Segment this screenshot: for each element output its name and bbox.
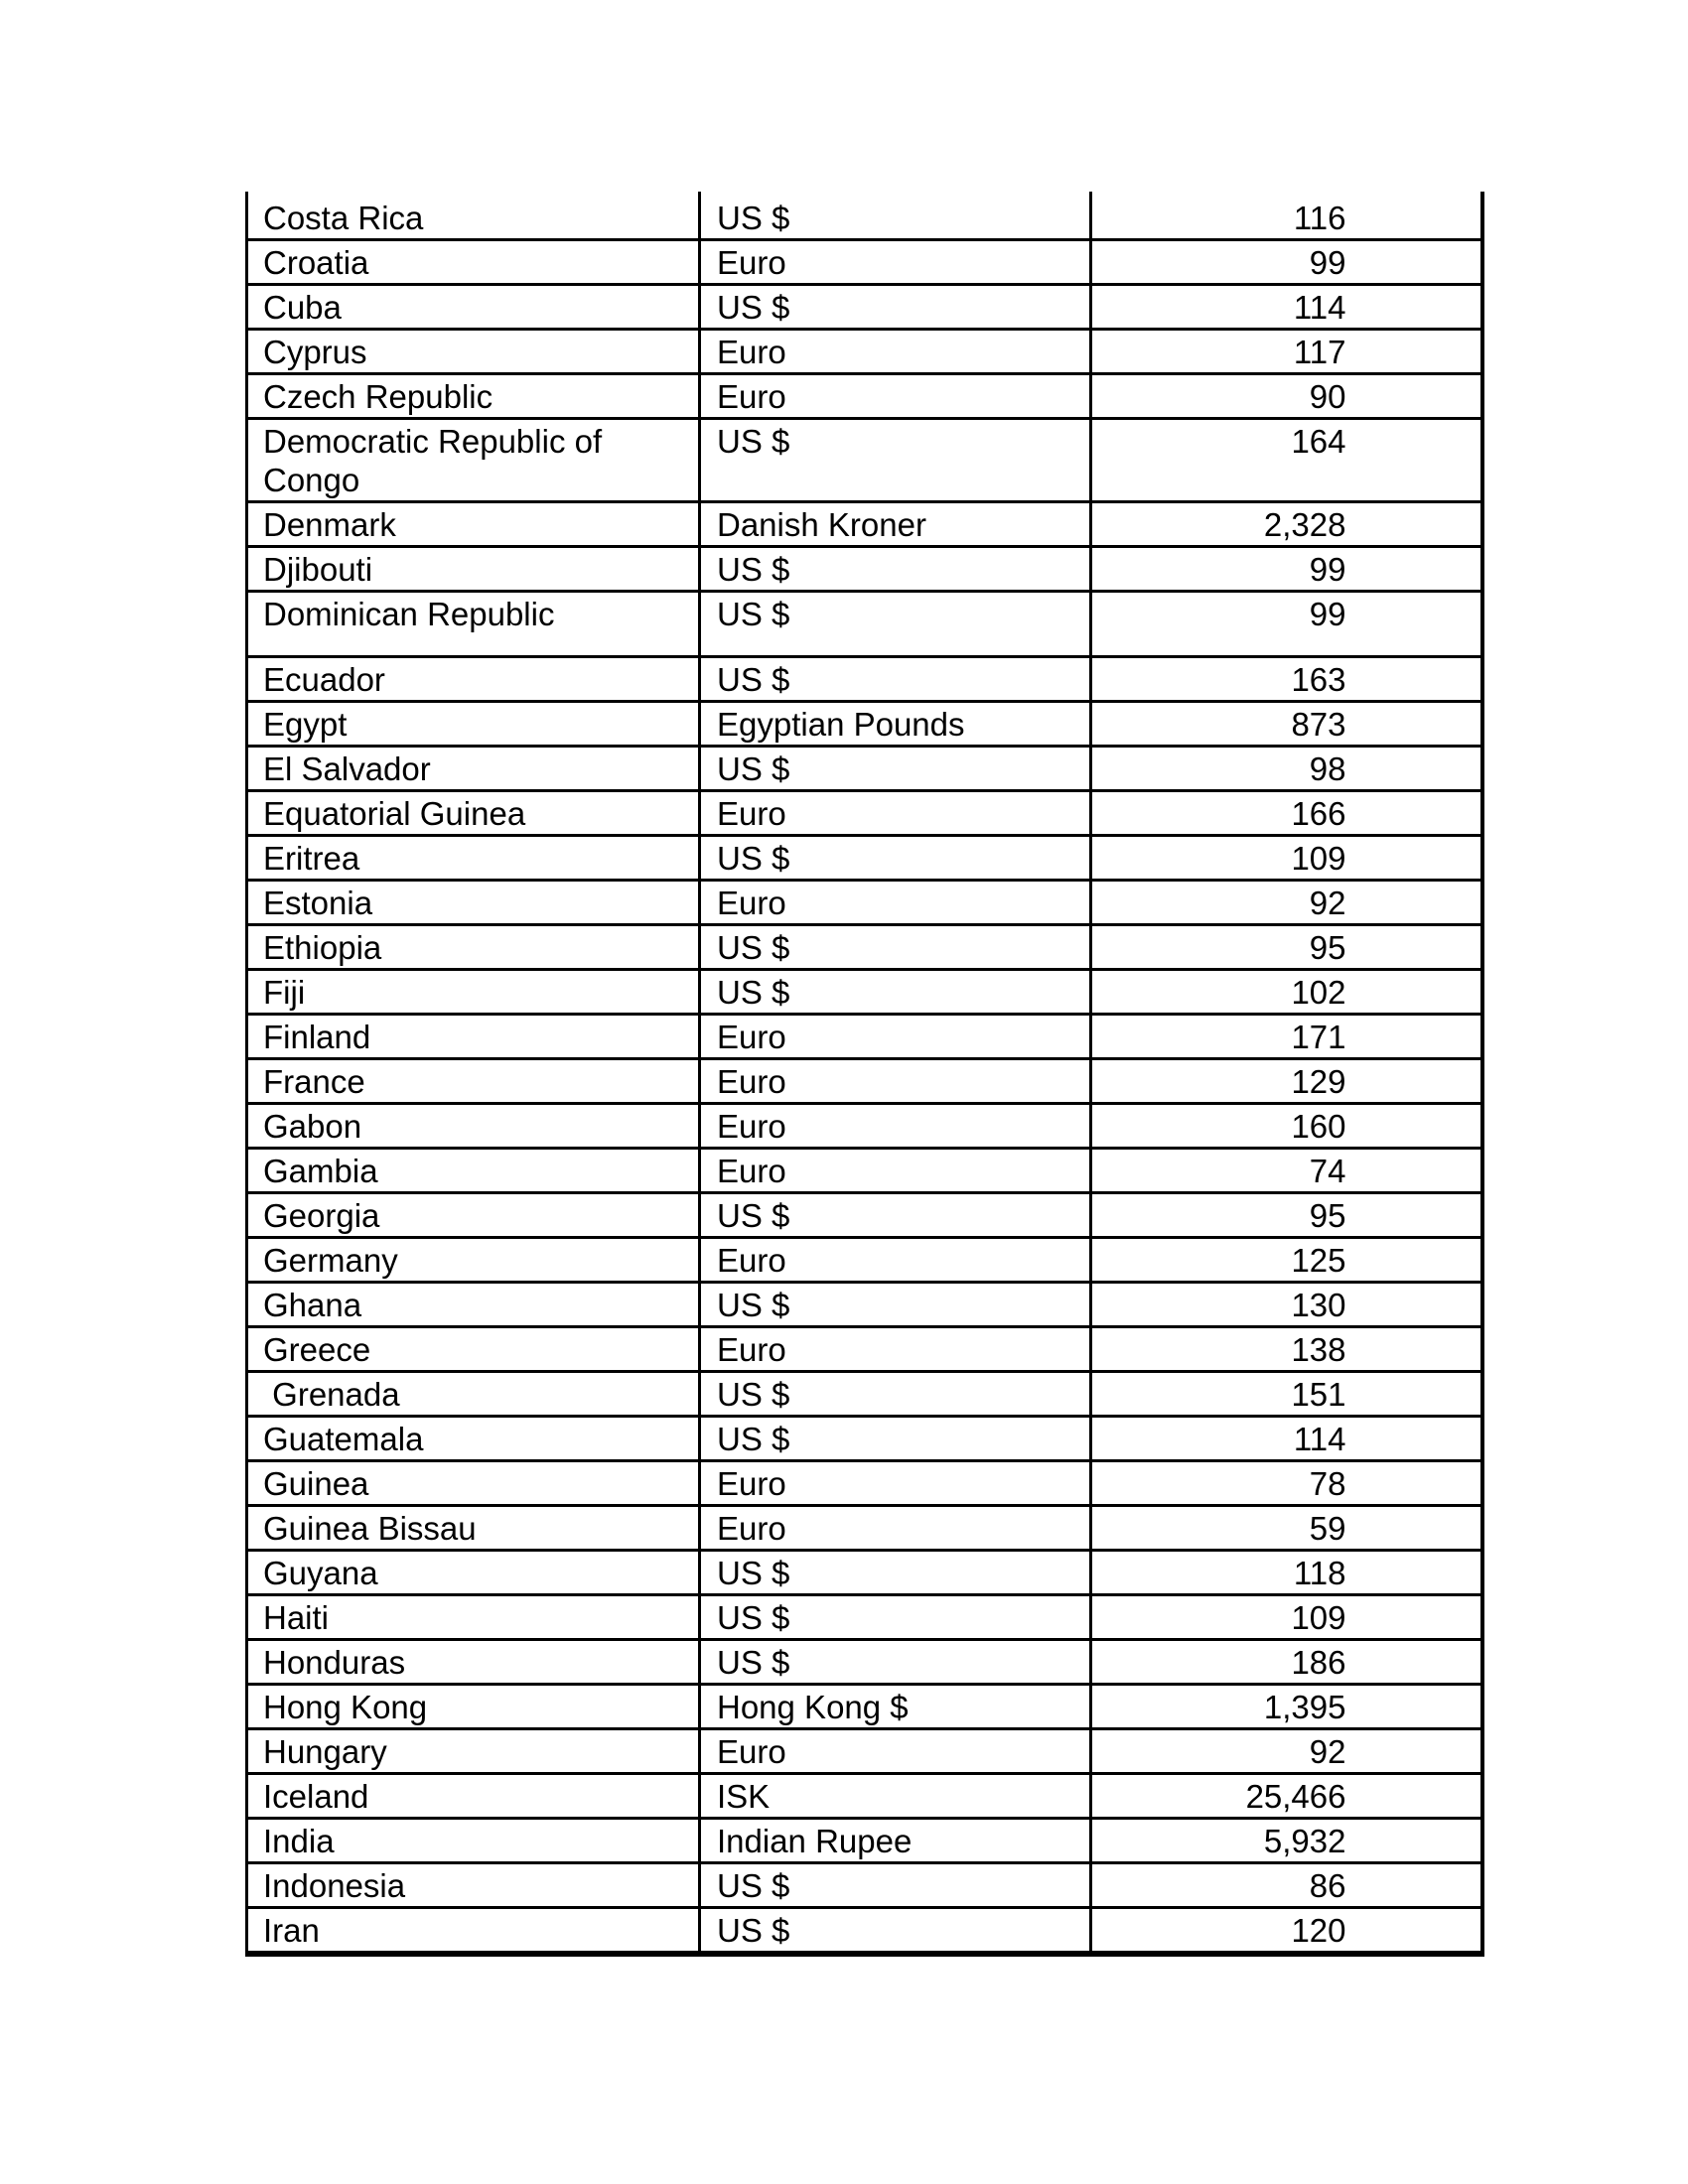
currency-cell: Euro <box>700 240 1091 285</box>
currency-cell: Euro <box>700 1461 1091 1506</box>
currency-cell: Euro <box>700 330 1091 374</box>
table-row <box>247 925 1482 970</box>
currency-cell: US $ <box>700 925 1091 970</box>
currency-cell: US $ <box>700 1417 1091 1461</box>
amount-cell: 102 <box>1091 970 1482 1015</box>
table-row <box>247 1015 1482 1059</box>
table-row <box>247 1372 1482 1417</box>
amount-cell: 163 <box>1091 657 1482 702</box>
table-row <box>247 1149 1482 1193</box>
currency-cell: Euro <box>700 1149 1091 1193</box>
amount-cell: 74 <box>1091 1149 1482 1193</box>
currency-table <box>245 192 1484 1957</box>
table-row <box>247 502 1482 547</box>
currency-cell: Egyptian Pounds <box>700 702 1091 747</box>
amount-cell: 95 <box>1091 1193 1482 1238</box>
country-cell: Cuba <box>247 285 700 330</box>
country-cell: Fiji <box>247 970 700 1015</box>
amount-cell: 25,466 <box>1091 1774 1482 1819</box>
amount-cell: 59 <box>1091 1506 1482 1551</box>
amount-cell: 92 <box>1091 1729 1482 1774</box>
country-cell: Grenada <box>247 1372 700 1417</box>
table-row <box>247 330 1482 374</box>
amount-cell: 1,395 <box>1091 1685 1482 1729</box>
currency-cell: US $ <box>700 970 1091 1015</box>
currency-cell: US $ <box>700 1283 1091 1327</box>
country-cell: Greece <box>247 1327 700 1372</box>
country-cell: Iceland <box>247 1774 700 1819</box>
currency-cell: US $ <box>700 1372 1091 1417</box>
table-row <box>247 1908 1482 1955</box>
country-cell: Cyprus <box>247 330 700 374</box>
table-row <box>247 702 1482 747</box>
currency-cell: Indian Rupee <box>700 1819 1091 1863</box>
country-cell: France <box>247 1059 700 1104</box>
amount-cell: 5,932 <box>1091 1819 1482 1863</box>
amount-cell: 138 <box>1091 1327 1482 1372</box>
table-row <box>247 374 1482 419</box>
table-row <box>247 791 1482 836</box>
country-cell: Denmark <box>247 502 700 547</box>
table-row <box>247 1640 1482 1685</box>
amount-cell: 99 <box>1091 240 1482 285</box>
amount-cell: 114 <box>1091 1417 1482 1461</box>
amount-cell: 186 <box>1091 1640 1482 1685</box>
country-cell: Guinea <box>247 1461 700 1506</box>
currency-cell: Euro <box>700 1104 1091 1149</box>
country-cell: Ethiopia <box>247 925 700 970</box>
country-cell: Costa Rica <box>247 192 700 240</box>
table-row <box>247 419 1482 502</box>
amount-cell: 90 <box>1091 374 1482 419</box>
currency-cell: ISK <box>700 1774 1091 1819</box>
currency-cell: Euro <box>700 1327 1091 1372</box>
table-row <box>247 657 1482 702</box>
table-row <box>247 547 1482 592</box>
currency-cell: Euro <box>700 1729 1091 1774</box>
currency-cell: US $ <box>700 419 1091 502</box>
currency-cell: US $ <box>700 592 1091 657</box>
amount-cell: 117 <box>1091 330 1482 374</box>
country-cell: Germany <box>247 1238 700 1283</box>
country-cell: El Salvador <box>247 747 700 791</box>
amount-cell: 2,328 <box>1091 502 1482 547</box>
amount-cell: 109 <box>1091 1595 1482 1640</box>
table-row <box>247 1238 1482 1283</box>
country-cell: Ghana <box>247 1283 700 1327</box>
currency-cell: US $ <box>700 657 1091 702</box>
table-row <box>247 1283 1482 1327</box>
amount-cell: 114 <box>1091 285 1482 330</box>
currency-cell: Danish Kroner <box>700 502 1091 547</box>
country-cell: Iran <box>247 1908 700 1955</box>
country-cell: Djibouti <box>247 547 700 592</box>
table-row <box>247 1417 1482 1461</box>
currency-cell: US $ <box>700 1193 1091 1238</box>
country-cell: Honduras <box>247 1640 700 1685</box>
currency-cell: US $ <box>700 192 1091 240</box>
country-cell: Estonia <box>247 881 700 925</box>
country-cell: Finland <box>247 1015 700 1059</box>
country-cell: Indonesia <box>247 1863 700 1908</box>
country-cell: Croatia <box>247 240 700 285</box>
amount-cell: 86 <box>1091 1863 1482 1908</box>
country-cell: Democratic Republic of Congo <box>247 419 700 502</box>
country-cell: Guyana <box>247 1551 700 1595</box>
amount-cell: 95 <box>1091 925 1482 970</box>
currency-cell: Euro <box>700 1059 1091 1104</box>
amount-cell: 99 <box>1091 547 1482 592</box>
table-row <box>247 1685 1482 1729</box>
amount-cell: 129 <box>1091 1059 1482 1104</box>
currency-cell: US $ <box>700 1863 1091 1908</box>
amount-cell: 98 <box>1091 747 1482 791</box>
amount-cell: 118 <box>1091 1551 1482 1595</box>
table-row <box>247 1104 1482 1149</box>
currency-cell: Euro <box>700 374 1091 419</box>
table-row <box>247 1461 1482 1506</box>
currency-cell: US $ <box>700 1908 1091 1955</box>
currency-cell: Euro <box>700 1015 1091 1059</box>
table-row <box>247 1506 1482 1551</box>
currency-cell: Euro <box>700 1238 1091 1283</box>
table-row <box>247 1059 1482 1104</box>
currency-cell: Euro <box>700 1506 1091 1551</box>
table-row <box>247 285 1482 330</box>
amount-cell: 109 <box>1091 836 1482 881</box>
country-cell: India <box>247 1819 700 1863</box>
table-row <box>247 836 1482 881</box>
country-cell: Dominican Republic <box>247 592 700 657</box>
amount-cell: 125 <box>1091 1238 1482 1283</box>
amount-cell: 151 <box>1091 1372 1482 1417</box>
currency-cell: Euro <box>700 791 1091 836</box>
country-cell: Georgia <box>247 1193 700 1238</box>
table-row <box>247 1774 1482 1819</box>
currency-table-body <box>247 192 1482 1954</box>
amount-cell: 99 <box>1091 592 1482 657</box>
table-row <box>247 1595 1482 1640</box>
country-cell: Hungary <box>247 1729 700 1774</box>
table-row <box>247 240 1482 285</box>
table-row <box>247 970 1482 1015</box>
country-cell: Gambia <box>247 1149 700 1193</box>
currency-cell: US $ <box>700 747 1091 791</box>
table-row <box>247 1327 1482 1372</box>
table-row <box>247 1863 1482 1908</box>
currency-cell: US $ <box>700 285 1091 330</box>
amount-cell: 873 <box>1091 702 1482 747</box>
amount-cell: 92 <box>1091 881 1482 925</box>
table-row <box>247 192 1482 240</box>
table-row <box>247 1729 1482 1774</box>
table-row <box>247 592 1482 657</box>
amount-cell: 130 <box>1091 1283 1482 1327</box>
country-cell: Hong Kong <box>247 1685 700 1729</box>
currency-cell: Hong Kong $ <box>700 1685 1091 1729</box>
country-cell: Czech Republic <box>247 374 700 419</box>
amount-cell: 116 <box>1091 192 1482 240</box>
country-cell: Gabon <box>247 1104 700 1149</box>
currency-cell: US $ <box>700 547 1091 592</box>
country-cell: Ecuador <box>247 657 700 702</box>
country-cell: Haiti <box>247 1595 700 1640</box>
currency-cell: US $ <box>700 1595 1091 1640</box>
table-row <box>247 1193 1482 1238</box>
amount-cell: 160 <box>1091 1104 1482 1149</box>
country-cell: Equatorial Guinea <box>247 791 700 836</box>
country-cell: Guatemala <box>247 1417 700 1461</box>
amount-cell: 120 <box>1091 1908 1482 1955</box>
amount-cell: 166 <box>1091 791 1482 836</box>
amount-cell: 78 <box>1091 1461 1482 1506</box>
table-row <box>247 1819 1482 1863</box>
currency-cell: US $ <box>700 1640 1091 1685</box>
amount-cell: 171 <box>1091 1015 1482 1059</box>
amount-cell: 164 <box>1091 419 1482 502</box>
table-row <box>247 747 1482 791</box>
country-cell: Egypt <box>247 702 700 747</box>
table-row <box>247 881 1482 925</box>
country-cell: Eritrea <box>247 836 700 881</box>
table-row <box>247 1551 1482 1595</box>
country-cell: Guinea Bissau <box>247 1506 700 1551</box>
currency-cell: Euro <box>700 881 1091 925</box>
currency-cell: US $ <box>700 1551 1091 1595</box>
currency-cell: US $ <box>700 836 1091 881</box>
